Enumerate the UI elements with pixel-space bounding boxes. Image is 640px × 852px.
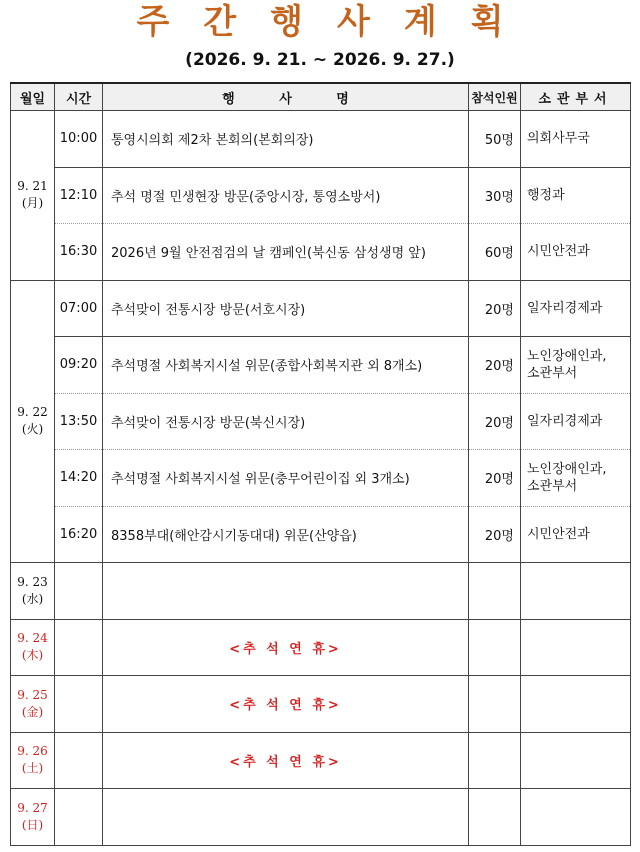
day-weekday: (月): [21, 196, 44, 211]
table-row: [11, 732, 631, 789]
event-attendees: 20명: [469, 280, 521, 337]
event-attendees: 20명: [469, 393, 521, 450]
event-dept: 일자리경제과: [527, 300, 603, 316]
page-title: 주간행사계획: [136, 2, 538, 42]
event-dept-cell: [521, 167, 631, 224]
event-dept: 소관부서: [527, 478, 578, 494]
day-cell: [11, 732, 55, 789]
event-dept: 행정과: [527, 187, 565, 203]
day-weekday: (木): [21, 648, 44, 663]
day-date: 9. 23: [17, 574, 48, 589]
empty-attendees: [469, 619, 521, 676]
event-dept-cell: [521, 506, 631, 563]
event-dept-cell: [521, 280, 631, 337]
event-dept: 노인장애인과,: [527, 461, 607, 477]
table-row: [11, 224, 631, 281]
day-weekday: (金): [21, 704, 44, 719]
event-time: 10:00: [55, 111, 103, 168]
event-time: 07:00: [55, 280, 103, 337]
day-weekday: (日): [21, 817, 44, 832]
event-attendees: 20명: [469, 506, 521, 563]
empty-attendees: [469, 676, 521, 733]
empty-attendees: [469, 563, 521, 620]
day-cell: [11, 676, 55, 733]
empty-dept: [521, 789, 631, 846]
table-row: [11, 506, 631, 563]
day-date: 9. 24: [17, 631, 48, 646]
event-name: 추석명절 사회복지시설 위문(종합사회복지관 외 8개소): [103, 337, 469, 394]
event-dept-cell: [521, 393, 631, 450]
event-attendees: 60명: [469, 224, 521, 281]
empty-dept: [521, 676, 631, 733]
empty-event: [103, 563, 469, 620]
table-row: [11, 619, 631, 676]
day-cell: [11, 111, 55, 281]
holiday-label: <추 석 연 휴>: [103, 676, 469, 733]
day-date: 9. 25: [17, 687, 48, 702]
event-name: 2026년 9월 안전점검의 날 캠페인(북신동 삼성생명 앞): [103, 224, 469, 281]
table-row: [11, 337, 631, 394]
empty-time: [55, 732, 103, 789]
event-name: 추석맞이 전통시장 방문(서호시장): [103, 280, 469, 337]
table-row: [11, 563, 631, 620]
header-date: 월일: [11, 83, 55, 111]
day-cell: [11, 563, 55, 620]
day-weekday: (火): [21, 422, 44, 437]
empty-time: [55, 789, 103, 846]
event-attendees: 30명: [469, 167, 521, 224]
event-time: 14:20: [55, 450, 103, 507]
event-attendees: 20명: [469, 337, 521, 394]
header-dept: 소관부서: [521, 83, 631, 111]
event-dept-cell: [521, 450, 631, 507]
table-row: [11, 676, 631, 733]
schedule-period: (2026. 9. 21. ~ 2026. 9. 27.): [185, 50, 455, 70]
event-time: 16:30: [55, 224, 103, 281]
day-date: 9. 21: [17, 179, 48, 194]
empty-attendees: [469, 732, 521, 789]
event-dept-cell: [521, 111, 631, 168]
table-row: [11, 450, 631, 507]
day-date: 9. 26: [17, 744, 48, 759]
table-row: [11, 393, 631, 450]
holiday-label: <추 석 연 휴>: [103, 619, 469, 676]
header-attendees: 참석인원: [469, 83, 521, 111]
empty-attendees: [469, 789, 521, 846]
empty-time: [55, 676, 103, 733]
event-name: 추석맞이 전통시장 방문(북신시장): [103, 393, 469, 450]
day-weekday: (水): [21, 591, 44, 606]
day-date: 9. 22: [17, 405, 48, 420]
event-time: 09:20: [55, 337, 103, 394]
event-dept-cell: [521, 224, 631, 281]
header-event: 행 사 명: [103, 83, 469, 111]
event-dept-cell: [521, 337, 631, 394]
schedule-body: [11, 111, 631, 846]
day-cell: [11, 280, 55, 563]
event-dept: 소관부서: [527, 365, 578, 381]
day-date: 9. 27: [17, 800, 48, 815]
event-time: 16:20: [55, 506, 103, 563]
table-row: [11, 111, 631, 168]
empty-dept: [521, 619, 631, 676]
header-time: 시간: [55, 83, 103, 111]
event-dept: 의회사무국: [527, 131, 590, 147]
empty-time: [55, 563, 103, 620]
empty-time: [55, 619, 103, 676]
empty-event: [103, 789, 469, 846]
event-name: 통영시의회 제2차 본회의(본회의장): [103, 111, 469, 168]
event-dept: 시민안전과: [527, 244, 590, 260]
event-name: 추석명절 사회복지시설 위문(충무어린이집 외 3개소): [103, 450, 469, 507]
day-weekday: (土): [21, 761, 44, 776]
event-time: 12:10: [55, 167, 103, 224]
empty-dept: [521, 563, 631, 620]
header-row: [11, 83, 631, 111]
schedule-table: [10, 82, 631, 846]
day-cell: [11, 789, 55, 846]
event-time: 13:50: [55, 393, 103, 450]
event-attendees: 50명: [469, 111, 521, 168]
table-row: [11, 280, 631, 337]
event-name: 8358부대(해안감시기동대대) 위문(산양읍): [103, 506, 469, 563]
table-row: [11, 167, 631, 224]
event-name: 추석 명절 민생현장 방문(중앙시장, 통영소방서): [103, 167, 469, 224]
event-dept: 노인장애인과,: [527, 348, 607, 364]
event-dept: 일자리경제과: [527, 413, 603, 429]
table-row: [11, 789, 631, 846]
empty-dept: [521, 732, 631, 789]
day-cell: [11, 619, 55, 676]
event-attendees: 20명: [469, 450, 521, 507]
holiday-label: <추 석 연 휴>: [103, 732, 469, 789]
event-dept: 시민안전과: [527, 526, 590, 542]
